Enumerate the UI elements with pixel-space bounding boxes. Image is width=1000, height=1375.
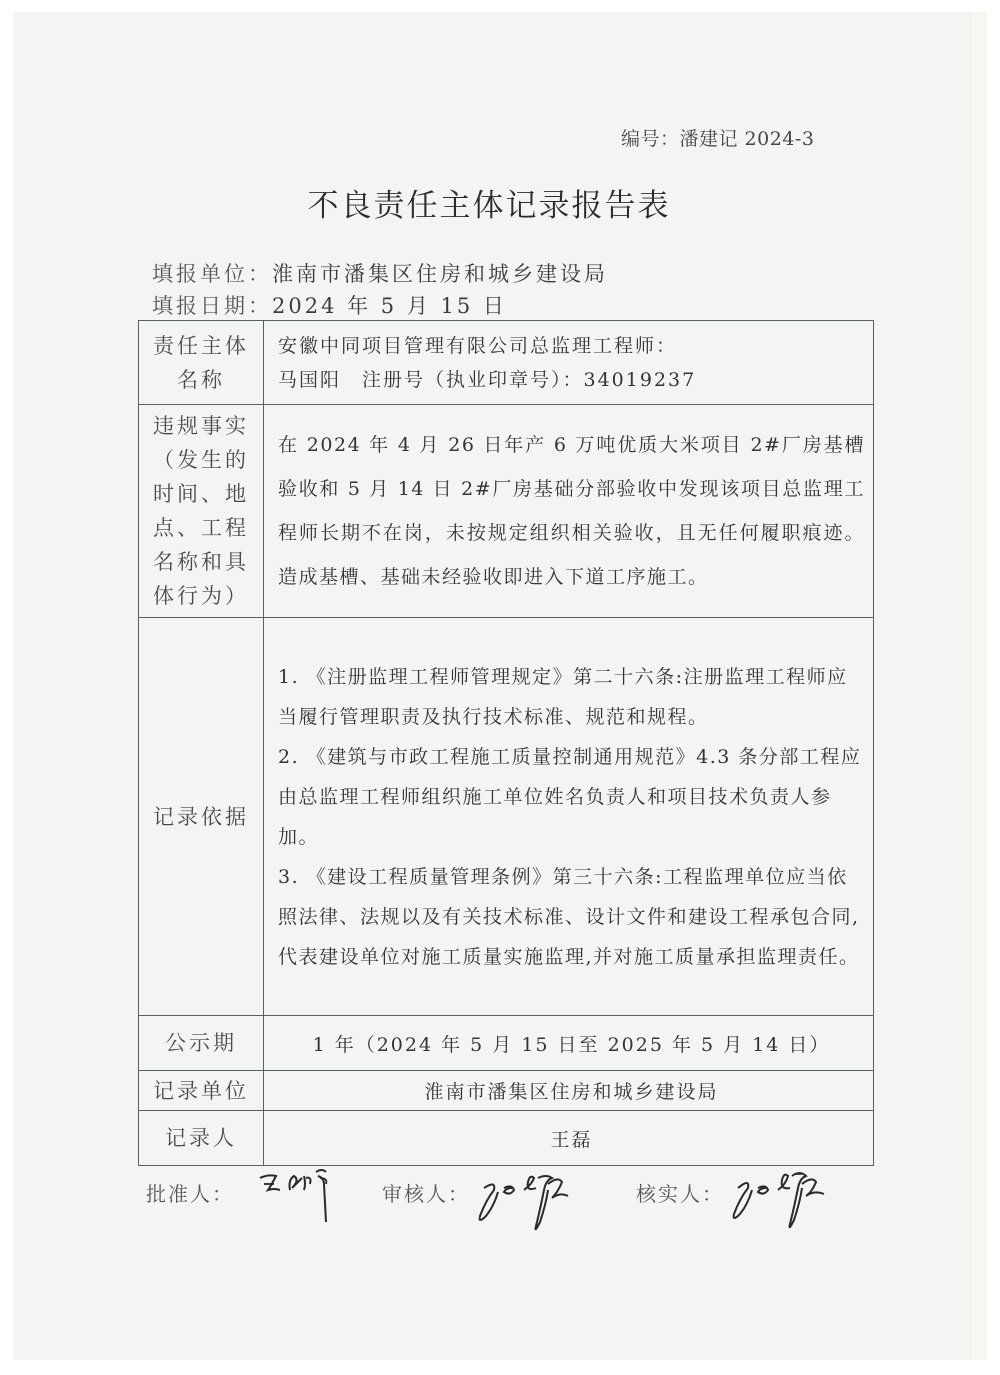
reporting-date xyxy=(152,290,507,320)
approver-label: 批准人： xyxy=(146,1182,234,1206)
reviewer-signature-icon xyxy=(476,1166,626,1236)
label-line: 点、工程 xyxy=(153,516,249,540)
row-record-unit xyxy=(139,1071,874,1111)
responsible-subject-value xyxy=(264,321,874,405)
row-responsible-subject xyxy=(139,321,874,405)
reporting-date-value: 2024 年 5 月 15 日 xyxy=(272,294,507,318)
reporting-unit-label: 填报单位： xyxy=(152,262,272,286)
label-line: 责任主体 xyxy=(153,333,249,358)
record-unit-label: 记录单位 xyxy=(139,1071,264,1111)
violation-facts-label xyxy=(139,405,264,618)
label-line: （发生的 xyxy=(153,448,249,472)
reporting-unit-value: 淮南市潘集区住房和城乡建设局 xyxy=(272,262,608,286)
row-violation-facts xyxy=(139,405,874,618)
verifier-label: 核实人： xyxy=(636,1182,724,1206)
publicity-period-label: 公示期 xyxy=(139,1016,264,1071)
document-number-value: 潘建记 2024-3 xyxy=(679,128,815,150)
basis-item-1: 1. 《注册监理工程师管理规定》第二十六条:注册监理工程师应当履行管理职责及执行技术标准、规范和规程。 xyxy=(278,665,848,728)
basis-item-2: 2. 《建筑与市政工程施工质量控制通用规范》4.3 条分部工程应由总监理工程师组织施工单位姓名负责人和项目技术负责人参加。 xyxy=(278,745,862,848)
recorder-value: 王磊 xyxy=(264,1111,874,1166)
subject-line-company: 安徽中同项目管理有限公司总监理工程师： xyxy=(278,334,678,357)
reviewer-label: 审核人： xyxy=(382,1182,470,1206)
record-unit-value: 淮南市潘集区住房和城乡建设局 xyxy=(264,1071,874,1111)
label-line: 时间、地 xyxy=(153,482,249,506)
row-publicity-period xyxy=(139,1016,874,1071)
violation-facts-text: 在 2024 年 4 月 26 日年产 6 万吨优质大米项目 2#厂房基槽验收和 5 月 14 日 2#厂房基础分部验收中发现该项目总监理工程师长期不在岗，未按规定组织相关验收，且无任何履职痕迹。造成基槽、基础未经验收即进入下道工序施工。 xyxy=(264,405,874,618)
reporting-date-label: 填报日期： xyxy=(152,294,272,318)
publicity-period-value: 1 年（2024 年 5 月 15 日至 2025 年 5 月 14 日） xyxy=(264,1016,874,1071)
signature-row xyxy=(146,1172,866,1232)
document-number xyxy=(621,124,814,151)
label-line: 违规事实 xyxy=(153,414,249,438)
responsible-subject-label xyxy=(139,321,264,405)
subject-line-person: 马国阳 注册号（执业印章号）：34019237 xyxy=(278,368,697,391)
row-recorder xyxy=(139,1111,874,1166)
recorder-label: 记录人 xyxy=(139,1111,264,1166)
basis-item-3: 3. 《建设工程质量管理条例》第三十六条:工程监理单位应当依照法律、法规以及有关技术标准、设计文件和建设工程承包合同,代表建设单位对施工质量实施监理,并对施工质量承担监理责任。 xyxy=(278,865,860,968)
reporting-unit xyxy=(152,258,608,288)
document-title: 不良责任主体记录报告表 xyxy=(307,188,671,224)
verifier-signature-icon xyxy=(730,1166,870,1236)
label-line: 名称 xyxy=(177,367,225,392)
row-record-basis xyxy=(139,618,874,1016)
label-line: 名称和具 xyxy=(153,550,249,574)
record-basis-label: 记录依据 xyxy=(139,618,264,1016)
record-basis-text xyxy=(264,618,874,1016)
report-table xyxy=(138,320,874,1166)
document-number-label: 编号： xyxy=(621,128,680,150)
approver-signature-icon xyxy=(254,1166,349,1226)
label-line: 体行为） xyxy=(153,584,249,608)
